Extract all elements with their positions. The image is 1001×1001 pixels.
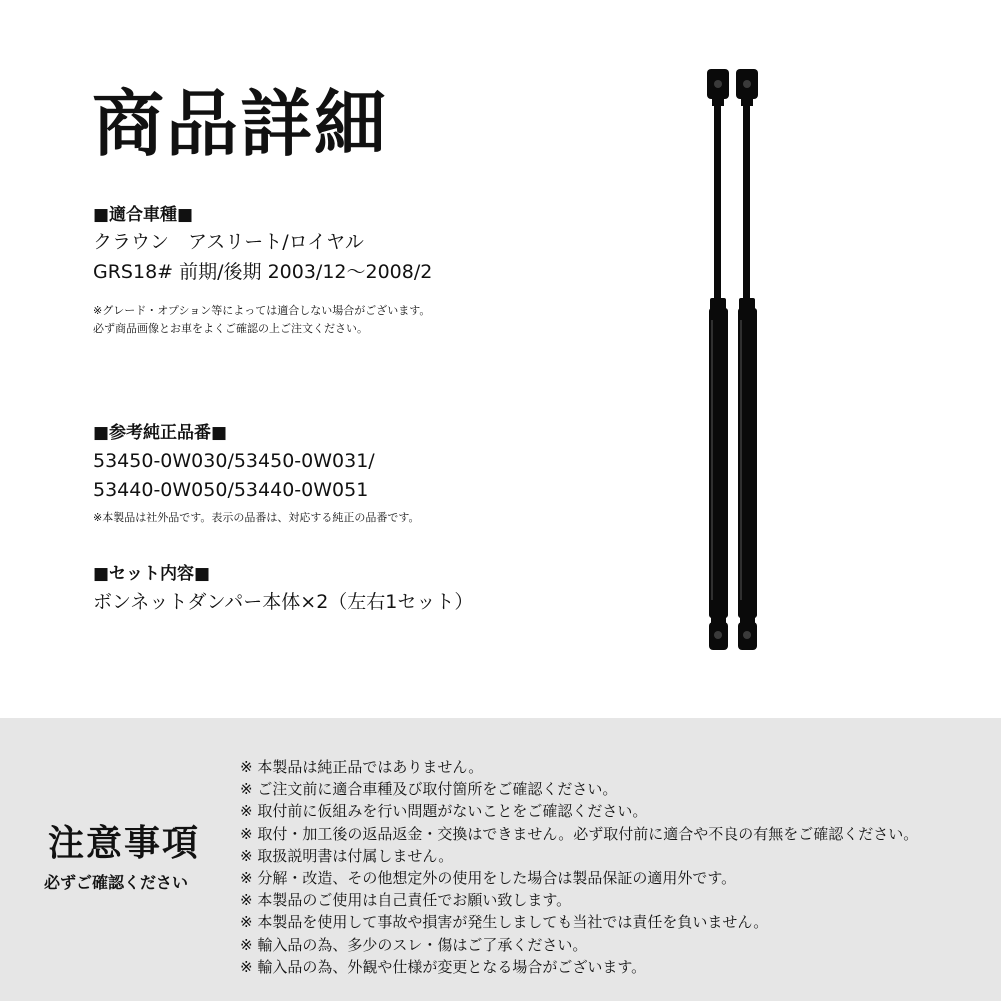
compatibility-years: GRS18# 前期/後期 2003/12〜2008/2 <box>93 261 433 283</box>
oem-parts-line-2: 53440-0W050/53440-0W051 <box>93 479 369 501</box>
notice-subtitle: 必ずご確認ください <box>44 873 189 892</box>
notice-item: ※ 本製品は純正品ではありません。 <box>240 758 484 776</box>
set-contents-heading: ■セット内容■ <box>93 564 211 584</box>
set-contents-line: ボンネットダンパー本体×2（左右1セット） <box>93 591 474 613</box>
compatibility-note-2: 必ず商品画像とお車をよくご確認の上ご注文ください。 <box>93 322 368 335</box>
product-image <box>690 60 780 660</box>
notice-item: ※ 輸入品の為、多少のスレ・傷はご了承ください。 <box>240 935 588 954</box>
compatibility-note: ※グレード・オプション等によっては適合しない場合がございます。 <box>93 304 431 317</box>
notice-item: ※ ご注文前に適合車種及び取付箇所をご確認ください。 <box>240 780 618 799</box>
notice-title: 注意事項 <box>48 823 201 864</box>
oem-parts-note: ※本製品は社外品です。表示の品番は、対応する純正の品番です。 <box>93 511 420 524</box>
notice-list <box>240 756 918 978</box>
gas-strut-left <box>707 69 729 650</box>
notice-item: ※ 本製品のご使用は自己責任でお願い致します。 <box>240 891 572 910</box>
oem-parts-heading: ■参考純正品番■ <box>93 423 228 443</box>
notice-item: ※ 本製品を使用して事故や損害が発生しましても当社では責任を負いません。 <box>240 913 769 932</box>
notice-item: ※ 取付前に仮組みを行い問題がないことをご確認ください。 <box>240 802 648 821</box>
oem-parts-line-1: 53450-0W030/53450-0W031/ <box>93 450 375 472</box>
notice-item: ※ 分解・改造、その他想定外の使用をした場合は製品保証の適用外です。 <box>240 869 737 888</box>
notice-panel <box>0 718 1001 1001</box>
notice-item: ※ 取付・加工後の返品返金・交換はできません。必ず取付前に適合や不良の有無をご確認ください。 <box>240 824 919 843</box>
page-title: 商品詳細 <box>92 82 389 166</box>
compatibility-heading: ■適合車種■ <box>93 205 194 225</box>
notice-item: ※ 輸入品の為、外観や仕様が変更となる場合がございます。 <box>240 957 647 976</box>
gas-strut-right <box>736 69 758 650</box>
compatibility-model: クラウン アスリート/ロイヤル <box>93 231 364 253</box>
notice-item: ※ 取扱説明書は付属しません。 <box>240 846 454 865</box>
